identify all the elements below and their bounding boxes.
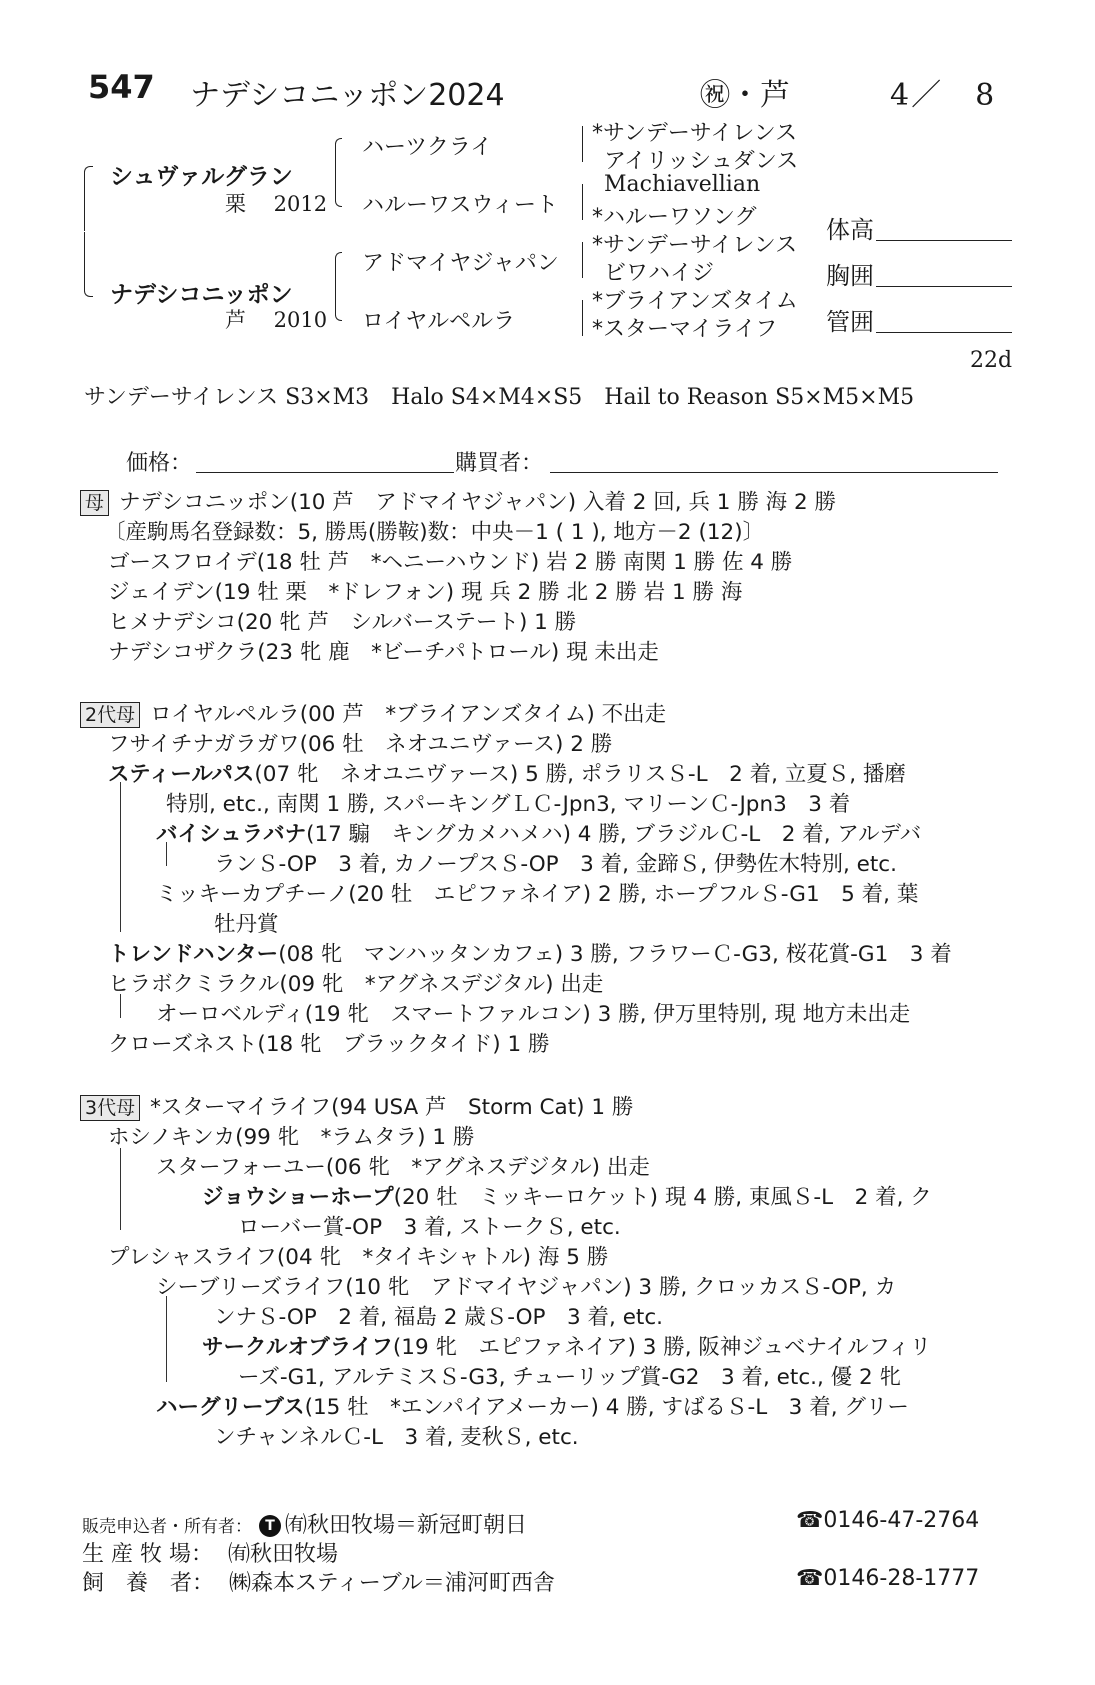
tree-line bbox=[120, 1148, 121, 1230]
height-line bbox=[876, 240, 1012, 241]
cannon-label: 管囲 bbox=[826, 308, 874, 336]
sire-dam: ハルーワスウィート bbox=[362, 193, 559, 218]
trainer-label: 飼 養 者： bbox=[82, 1571, 215, 1596]
black-type-name: ハーグリーブス bbox=[156, 1395, 305, 1420]
bracket-dam-sire bbox=[335, 252, 342, 287]
g3-ancestor: *ブライアンズタイム bbox=[592, 289, 798, 314]
seller-name: ㈲秋田牧場＝新冠町朝日 bbox=[285, 1513, 528, 1538]
breeder-row bbox=[82, 1537, 338, 1568]
black-type-name: バイシュラバナ bbox=[156, 822, 307, 847]
g3-ancestor: Machiavellian bbox=[604, 172, 761, 197]
t-mark-icon: T bbox=[259, 1515, 281, 1537]
family-item: スターフォーユー(06 牝 *アグネスデジタル) 出走 bbox=[156, 1155, 650, 1180]
g3-ancestor: *サンデーサイレンス bbox=[592, 233, 798, 258]
progeny-item: ナデシコザクラ(23 牝 鹿 *ビーチパトロール) 現 未出走 bbox=[108, 640, 659, 665]
family-item: フサイチナガラガワ(06 牡 ネオユニヴァース) 2 勝 bbox=[108, 732, 613, 757]
lot-number: 547 bbox=[88, 68, 155, 106]
family-item-cont: 特別, etc., 南関 1 勝, スパーキングＬＣ-Jpn3, マリーンＣ-Jpn3 3 着 bbox=[166, 792, 851, 817]
family-item: ジョウショーホープ(20 牡 ミッキーロケット) 現 4 勝, 東風Ｓ-L 2 着, ク bbox=[202, 1185, 932, 1210]
dam-tag: 母 bbox=[80, 490, 109, 516]
family-item: ミッキーカプチーノ(20 牡 エピファネイア) 2 勝, ホープフルＳ-G1 5 着, 葉 bbox=[156, 882, 919, 907]
family-item: ホシノキンカ(99 牝 *ラムタラ) 1 勝 bbox=[108, 1125, 475, 1150]
dam-record: ナデシコニッポン(10 芦 アドマイヤジャパン) 入着 2 回, 兵 1 勝 海 2 勝 bbox=[119, 490, 837, 515]
price-label: 価格： bbox=[126, 451, 193, 476]
bracket-g3-3 bbox=[582, 242, 583, 278]
black-type-name: トレンドハンター bbox=[108, 942, 279, 967]
family-item-cont: ーズ-G1, アルテミスＳ-G3, チューリップ賞-G2 3 着, etc., 優 2 牝 bbox=[238, 1365, 901, 1390]
sire-sire: ハーツクライ bbox=[362, 135, 493, 160]
tree-line bbox=[166, 1296, 167, 1382]
bracket-g3-4 bbox=[582, 300, 583, 336]
black-type-name: スティールパス bbox=[108, 762, 255, 787]
family-item: オーロベルディ(19 牝 スマートファルコン) 3 勝, 伊万里特別, 現 地方未出走 bbox=[156, 1002, 911, 1027]
family-item-cont: ローバー賞-OP 3 着, ストークＳ, etc. bbox=[238, 1215, 621, 1240]
family-item: スティールパス(07 牝 ネオユニヴァース) 5 勝, ポラリスＳ-L 2 着, 立夏Ｓ, 播磨 bbox=[108, 762, 906, 787]
g3-ancestor: *サンデーサイレンス bbox=[592, 121, 798, 146]
family-item: バイシュラバナ(17 騸 キングカメハメハ) 4 勝, ブラジルＣ-L 2 着, アルデバ bbox=[156, 822, 922, 847]
seller-tel: ☎0146-47-2764 bbox=[796, 1508, 980, 1533]
bracket-sire-dam bbox=[335, 172, 342, 207]
breeder-name: ㈲秋田牧場 bbox=[227, 1542, 338, 1567]
family-item: トレンドハンター(08 牝 マンハッタンカフェ) 3 勝, フラワーＣ-G3, 桜花賞-G1 3 着 bbox=[108, 942, 952, 967]
tree-line bbox=[166, 842, 167, 866]
progeny-item: ジェイデン(19 牡 栗 *ドレフォン) 現 兵 2 勝 北 2 勝 岩 1 勝 海 bbox=[108, 580, 743, 605]
g3-ancestor: *ハルーワソング bbox=[592, 205, 757, 230]
third-dam-record: *スターマイライフ(94 USA 芦 Storm Cat) 1 勝 bbox=[150, 1095, 634, 1120]
birth-date: 4／ 8 bbox=[890, 78, 997, 113]
chest-line bbox=[876, 286, 1012, 287]
g3-ancestor: アイリッシュダンス bbox=[604, 149, 799, 174]
dam-line bbox=[80, 485, 836, 516]
cannon-line bbox=[876, 332, 1012, 333]
progeny-summary: 〔産駒馬名登録数：5, 勝馬(勝鞍)数：中央－1 ( 1 ), 地方－2 (12)〕 bbox=[104, 520, 765, 545]
progeny-item: ヒメナデシコ(20 牝 芦 シルバーステート) 1 勝 bbox=[108, 610, 577, 635]
g3-ancestor: ビワハイジ bbox=[604, 261, 715, 286]
dam-dam: ロイヤルペルラ bbox=[362, 309, 516, 334]
progeny-item: ゴースフロイデ(18 牡 芦 *ヘニーハウンド) 岩 2 勝 南関 1 勝 佐 4 勝 bbox=[108, 550, 793, 575]
height-label: 体高 bbox=[826, 216, 874, 244]
seller-row bbox=[82, 1508, 527, 1539]
buyer-label: 購買者： bbox=[455, 451, 544, 476]
inbreeding-note: サンデーサイレンス S3×M3 Halo S4×M4×S5 Hail to Reason S5×M5×M5 bbox=[84, 385, 915, 410]
g3-ancestor: *スターマイライフ bbox=[592, 317, 778, 342]
second-dam-tag: 2代母 bbox=[80, 702, 140, 728]
tree-line bbox=[120, 782, 121, 932]
trainer-tel: ☎0146-28-1777 bbox=[796, 1566, 980, 1591]
sire-color-year: 栗 2012 bbox=[225, 192, 328, 216]
bracket-dam-dam bbox=[335, 286, 342, 321]
bracket-g3-1 bbox=[582, 126, 583, 162]
sire-name: シュヴァルグラン bbox=[110, 164, 293, 190]
tree-line bbox=[120, 994, 121, 1018]
second-dam-record: ロイヤルペルラ(00 芦 *ブライアンズタイム) 不出走 bbox=[150, 702, 667, 727]
bracket-g3-2 bbox=[582, 184, 583, 220]
third-dam-line bbox=[80, 1090, 633, 1121]
bracket-sire-sire bbox=[335, 138, 342, 173]
lot-code: 22d bbox=[970, 348, 1013, 373]
family-item-cont: ランＳ-OP 3 着, カノープスＳ-OP 3 着, 金蹄Ｓ, 伊勢佐木特別, etc. bbox=[214, 852, 897, 877]
horse-name: ナデシコニッポン2024 bbox=[190, 78, 505, 113]
trainer-name: ㈱森本スティーブル＝浦河町西舎 bbox=[229, 1571, 555, 1596]
bracket-dam bbox=[84, 232, 93, 297]
family-item: クローズネスト(18 牝 ブラックタイド) 1 勝 bbox=[108, 1032, 550, 1057]
family-item-cont: ンナＳ-OP 2 着, 福島 2 歳Ｓ-OP 3 着, etc. bbox=[214, 1305, 664, 1330]
family-item: サークルオブライフ(19 牝 エピファネイア) 3 勝, 阪神ジュベナイルフィリ bbox=[202, 1335, 932, 1360]
family-item: ヒラボクミラクル(09 牝 *アグネスデジタル) 出走 bbox=[108, 972, 604, 997]
sex-color: ㊗・芦 bbox=[700, 78, 790, 113]
chest-label: 胸囲 bbox=[826, 262, 874, 290]
family-item-cont: ンチャンネルＣ-L 3 着, 麦秋Ｓ, etc. bbox=[214, 1425, 579, 1450]
seller-label: 販売申込者・所有者： bbox=[82, 1517, 252, 1537]
dam-color-year: 芦 2010 bbox=[225, 308, 328, 332]
second-dam-line bbox=[80, 697, 666, 728]
family-item: プレシャスライフ(04 牝 *タイキシャトル) 海 5 勝 bbox=[108, 1245, 609, 1270]
price-line bbox=[196, 472, 454, 473]
buyer-line bbox=[550, 472, 998, 473]
breeder-label: 生 産 牧 場： bbox=[82, 1542, 213, 1567]
bracket-sire bbox=[84, 166, 93, 231]
family-item: ハーグリーブス(15 牡 *エンパイアメーカー) 4 勝, すばるＳ-L 3 着, グリー bbox=[156, 1395, 909, 1420]
black-type-name: サークルオブライフ bbox=[202, 1335, 393, 1360]
black-type-name: ジョウショーホープ bbox=[202, 1185, 394, 1210]
dam-sire: アドマイヤジャパン bbox=[362, 251, 559, 276]
family-item: シーブリーズライフ(10 牝 アドマイヤジャパン) 3 勝, クロッカスＳ-OP, カ bbox=[156, 1275, 897, 1300]
family-item-cont: 牡丹賞 bbox=[214, 912, 279, 937]
third-dam-tag: 3代母 bbox=[80, 1095, 140, 1121]
dam-name: ナデシコニッポン bbox=[110, 282, 293, 308]
trainer-row bbox=[82, 1566, 555, 1597]
